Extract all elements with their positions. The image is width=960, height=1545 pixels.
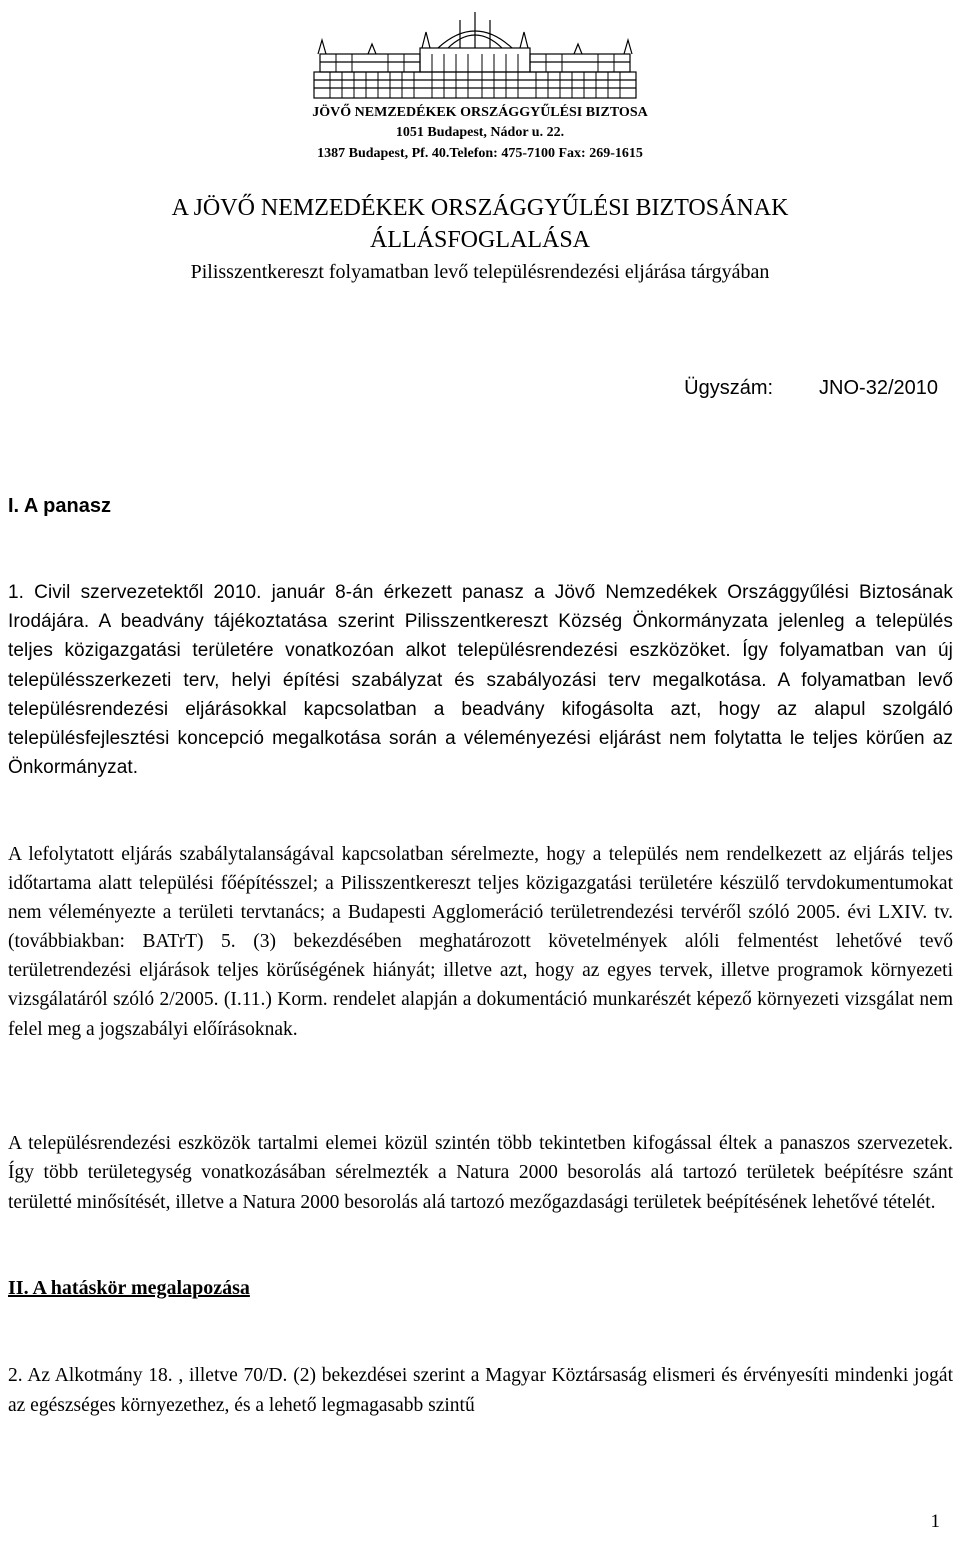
case-number-block [684, 374, 938, 402]
paragraph-complaint-1: 1. Civil szervezetektől 2010. január 8-án érkezett panasz a Jövő Nemzedékek Országgyűlési Biztosának Irodájára. A beadvány tájékoztatása szerint Pilisszentkereszt Község Önkormányzata jelenleg a település teljes közigazgatási területére vonatkozóan alkot településrendezési eszközöket. Így folyamatban van új településszerkezeti terv, helyi építési szabályzat és szabályozási terv megalkotása. A folyamatban levő településrendezési eljárásokkal kapcsolatban a beadvány kifogásolta azt, hogy az alapul szolgáló településfejlesztési koncepció megalkotása során a véleményezési eljárást nem folytatta le teljes körűen az Önkormányzat. [8, 582, 953, 779]
parliament-building-icon [310, 10, 640, 102]
paragraph-complaint-3: A településrendezési eszközök tartalmi elemei közül szintén több tekintetben kifogással éltek a panaszos szervezetek. Így több területegység vonatkozásában sérelmezték a Natura 2000 besorolás alá tartozó területek beépítésre szánt területté minősítését, illetve a Natura 2000 besorolás alá tartozó mezőgazdasági területek beépítésének lehetővé tételét. [8, 1133, 953, 1213]
paragraph-complaint-2: A lefolytatott eljárás szabálytalanságával kapcsolatban sérelmezte, hogy a település nem rendelkezett az eljárás teljes időtartama alatt települési főépítésszel; a Pilisszentkereszt teljes közigazgatási területére készülő tervdokumentumokat nem véleményezte a területi tervtanács; a Budapesti Agglomeráció területrendezési tervéről szóló 2005. évi LXIV. tv. (továbbiakban: BATrT) 5. (3) bekezdésében meghatározott követelmények alóli felmentést lehetővé tevő területrendezési eljárások teljes körűségének hiányát; illetve azt, hogy az egyes tervek, illetve programok környezeti vizsgálatáról szóló 2/2005. (I.11.) Korm. rendelet alapján a dokumentáció munkarészét képező környezeti vizsgálat nem felel meg a jogszabályi előírásoknak. [8, 844, 953, 1040]
letterhead-address: 1051 Budapest, Nádor u. 22. [395, 125, 565, 140]
case-number-label: Ügyszám: [684, 377, 774, 399]
paragraph-competence-1: 2. Az Alkotmány 18. , illetve 70/D. (2) bekezdései szerint a Magyar Köztársaság elismeri és érvényesíti mindenki jogát az egészséges környezethez, és a lehető legmagasabb szintű [8, 1365, 953, 1416]
letterhead-organization: JÖVŐ NEMZEDÉKEK ORSZÁGGYŰLÉSI BIZTOSA [312, 105, 648, 120]
document-subtitle: Pilisszentkereszt folyamatban levő településrendezési eljárása tárgyában [190, 261, 770, 283]
letterhead-contact: 1387 Budapest, Pf. 40.Telefon: 475-7100 Fax: 269-1615 [317, 146, 643, 161]
section-heading-complaint: I. A panasz [8, 495, 111, 517]
document-title-line1: A JÖVŐ NEMZEDÉKEK ORSZÁGGYŰLÉSI BIZTOSÁNAK [171, 195, 789, 221]
page-number: 1 [930, 1511, 940, 1532]
section-heading-competence: II. A hatáskör megalapozása [8, 1277, 250, 1299]
case-number-value: JNO-32/2010 [819, 377, 938, 399]
document-title-line2: ÁLLÁSFOGLALÁSA [369, 227, 590, 253]
